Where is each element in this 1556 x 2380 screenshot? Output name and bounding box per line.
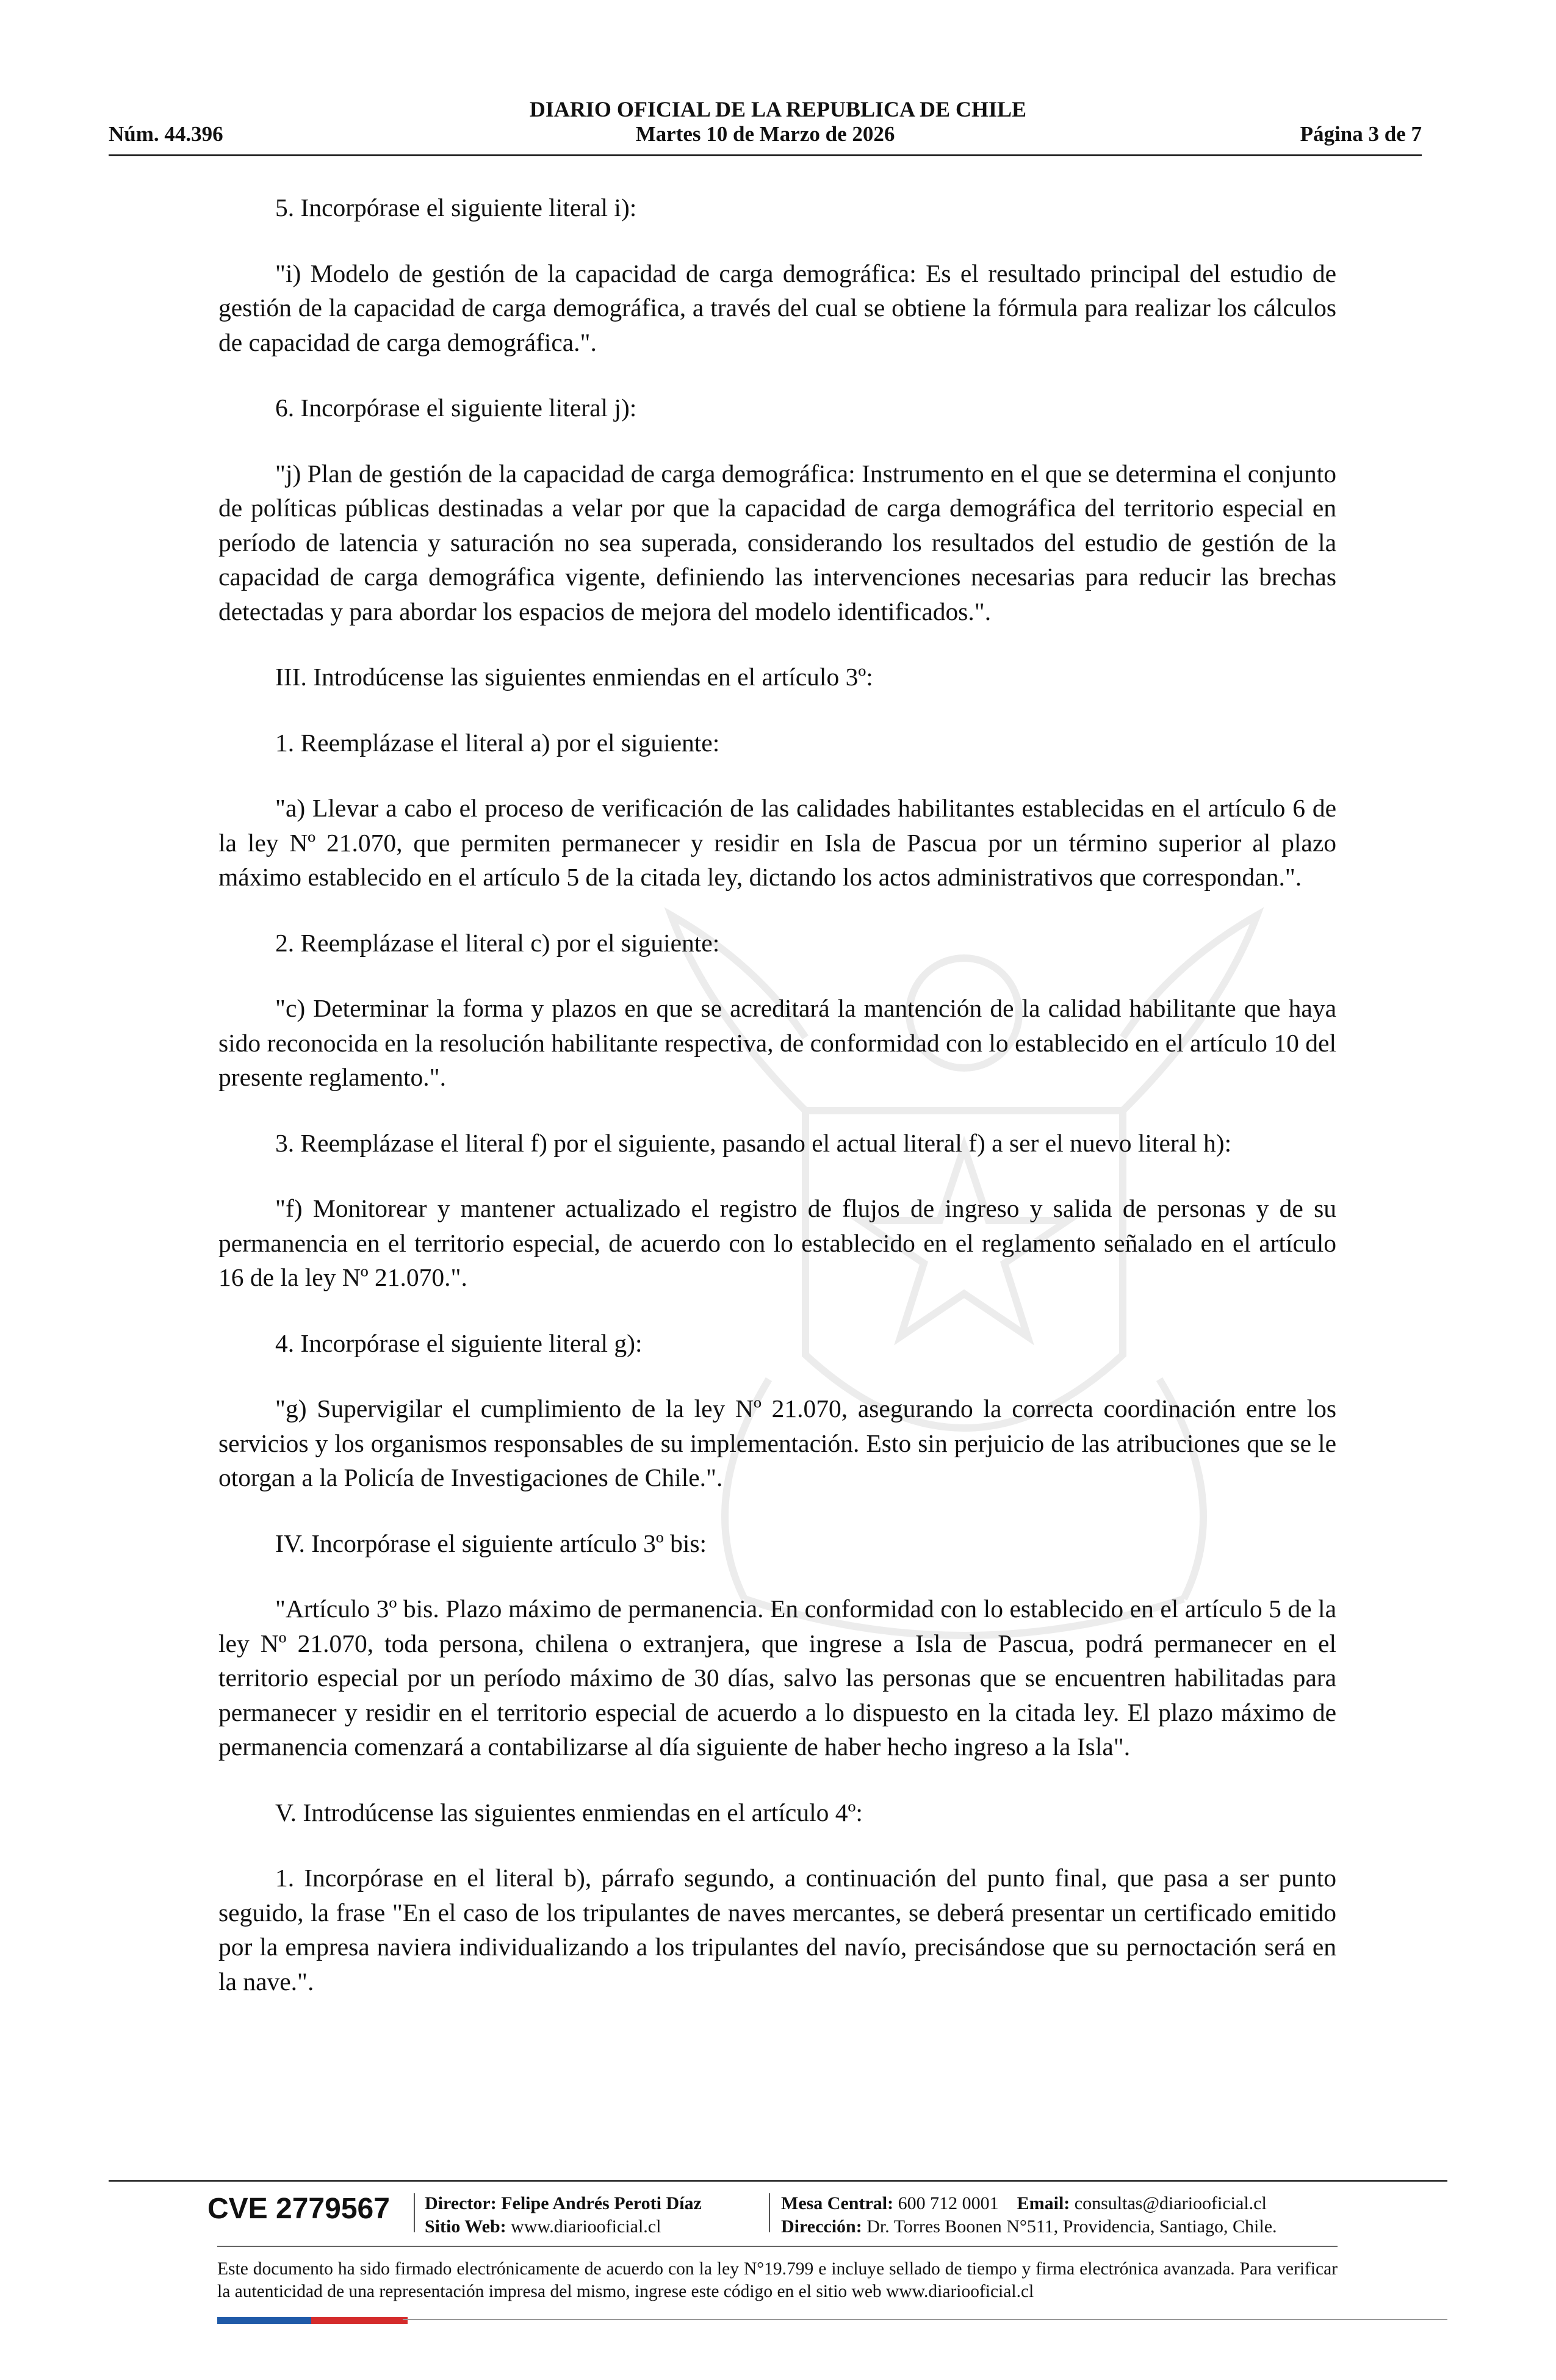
body-paragraph: 1. Incorpórase en el literal b), párrafo segundo, a continuación del punto final, que pasa a ser punto seguido, la frase "En el caso de los tripulantes de naves mercantes, se deberá presentar un certificado emitido por la empresa naviera individualizando a los tripulantes del navío, precisándose que su pernoctación será en la nave.". xyxy=(218,1864,1336,1996)
body-paragraph: "i) Modelo de gestión de la capacidad de carga demográfica: Es el resultado principal del estudio de gestión de la capacidad de carga demográfica, a través del cual se obtiene la fórmula para realizar los cálculos de capacidad de carga demográfica.". xyxy=(218,259,1336,356)
footer-divider xyxy=(109,2180,1447,2182)
cve-code: CVE 2779567 xyxy=(207,2193,390,2225)
footer-director-block xyxy=(425,2192,702,2238)
section-heading: 6. Incorpórase el siguiente literal j): xyxy=(275,394,637,422)
flag-stripe-blue xyxy=(217,2317,311,2324)
flag-rule xyxy=(403,2319,1447,2320)
flag-stripe-red xyxy=(311,2317,408,2324)
section-heading: 4. Incorpórase el siguiente literal g): xyxy=(275,1329,643,1357)
email-label: Email: xyxy=(1017,2193,1070,2213)
header-divider xyxy=(109,154,1422,156)
footer-separator xyxy=(414,2193,415,2232)
mesa-phone: 600 712 0001 xyxy=(898,2193,999,2213)
director-label: Director: xyxy=(425,2193,497,2213)
body-paragraph: "j) Plan de gestión de la capacidad de carga demográfica: Instrumento en el que se determina el conjunto de políticas públicas destinadas a velar por que la capacidad de carga demográfica del territorio especial en período de latencia y saturación no sea superada, considerando los resultados del estudio de gestión de la capacidad de carga demográfica vigente, definiendo las intervenciones necesarias para reducir las brechas detectadas y para abordar los espacios de mejora del modelo identificados.". xyxy=(218,459,1336,626)
footer-separator xyxy=(769,2193,770,2232)
page-header xyxy=(109,122,1422,150)
footer-contact-block xyxy=(781,2192,1277,2238)
issue-date: Martes 10 de Marzo de 2026 xyxy=(635,122,895,146)
document-body xyxy=(218,190,1336,2030)
director-name: Felipe Andrés Peroti Díaz xyxy=(501,2193,702,2213)
site-url[interactable]: www.diariooficial.cl xyxy=(511,2216,661,2237)
section-heading: V. Introdúcense las siguientes enmiendas en el artículo 4º: xyxy=(275,1798,863,1826)
email-address[interactable]: consultas@diariooficial.cl xyxy=(1074,2193,1267,2213)
mesa-label: Mesa Central: xyxy=(781,2193,894,2213)
publication-title: DIARIO OFICIAL DE LA REPUBLICA DE CHILE xyxy=(529,97,1027,121)
section-heading: 1. Reemplázase el literal a) por el siguiente: xyxy=(275,728,720,757)
address-label: Dirección: xyxy=(781,2216,862,2237)
body-paragraph: "f) Monitorear y mantener actualizado el registro de flujos de ingreso y salida de personas y de su permanencia en el territorio especial, de acuerdo con lo establecido en el reglamento señalado en el artículo 16 de la ley Nº 21.070.". xyxy=(218,1194,1336,1291)
body-paragraph: "Artículo 3º bis. Plazo máximo de permanencia. En conformidad con lo establecido en el artículo 5 de la ley Nº 21.070, toda persona, chilena o extranjera, que ingrese a Isla de Pascua, podrá permanecer en el territorio especial por un período máximo de 30 días, salvo las personas que se encuentren habilitadas para permanecer y residir en el territorio especial de acuerdo a lo dispuesto en la citada ley. El plazo máximo de permanencia comenzará a contabilizarse al día siguiente de haber hecho ingreso a la Isla". xyxy=(218,1595,1336,1761)
footer-note-divider xyxy=(217,2246,1338,2247)
body-paragraph: "c) Determinar la forma y plazos en que se acreditará la mantención de la calidad habilitante que haya sido reconocida en la resolución habilitante respectiva, de conformidad con lo establecido en el artículo 10 del presente reglamento.". xyxy=(218,994,1336,1091)
section-heading: 5. Incorpórase el siguiente literal i): xyxy=(275,193,637,222)
section-heading: IV. Incorpórase el siguiente artículo 3º bis: xyxy=(275,1529,707,1557)
issue-number: Núm. 44.396 xyxy=(109,122,223,146)
site-label: Sitio Web: xyxy=(425,2216,506,2237)
address-text: Dr. Torres Boonen N°511, Providencia, Santiago, Chile. xyxy=(866,2216,1277,2237)
page-number: Página 3 de 7 xyxy=(1300,122,1422,146)
signature-note: Este documento ha sido firmado electrónicamente de acuerdo con la ley N°19.799 e incluye sellado de tiempo y firma electrónica avanzada. Para verificar la autenticidad de una representación impresa del mismo, ingrese este código en el sitio web www.diariooficial.cl xyxy=(217,2259,1338,2301)
section-heading: III. Introdúcense las siguientes enmiendas en el artículo 3º: xyxy=(275,663,873,691)
body-paragraph: "g) Supervigilar el cumplimiento de la ley Nº 21.070, asegurando la correcta coordinación entre los servicios y los organismos responsables de su implementación. Esto sin perjuicio de las atribuciones que se le otorgan a la Policía de Investigaciones de Chile.". xyxy=(218,1394,1336,1491)
body-paragraph: "a) Llevar a cabo el proceso de verificación de las calidades habilitantes establecidas en el artículo 6 de la ley Nº 21.070, que permiten permanecer y residir en Isla de Pascua por un término superior al plazo máximo establecido en el artículo 5 de la citada ley, dictando los actos administrativos que correspondan.". xyxy=(218,794,1336,891)
section-heading: 2. Reemplázase el literal c) por el siguiente: xyxy=(275,928,720,957)
body-paragraph: 3. Reemplázase el literal f) por el siguiente, pasando el actual literal f) a ser el nuevo literal h): xyxy=(275,1128,1232,1157)
